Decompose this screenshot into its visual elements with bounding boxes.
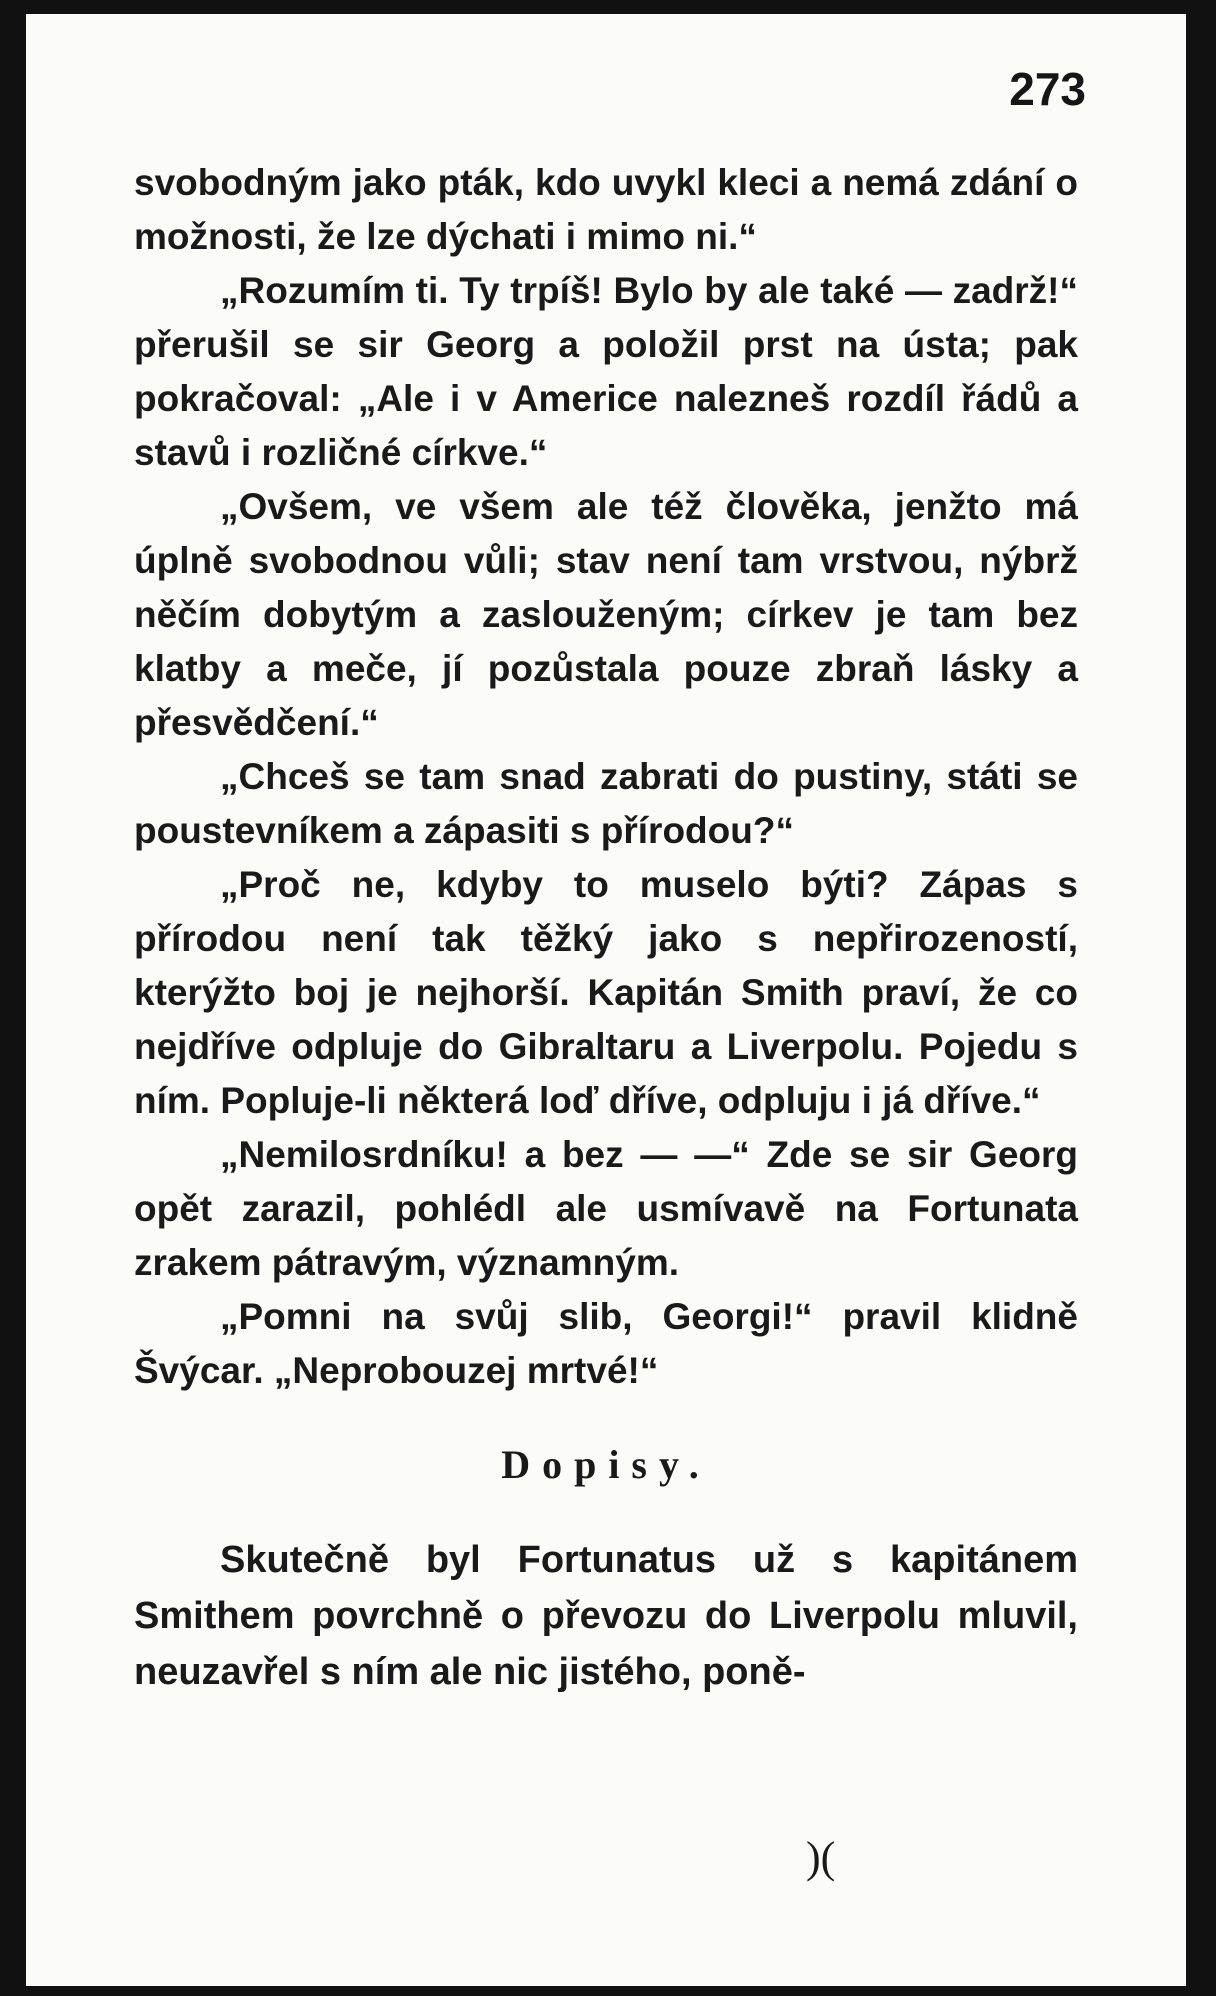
paragraph: „Proč ne, kdyby to muselo býti? Zápas s přírodou není tak těžký jako s nepřirozeností, kterýžto boj je nejhorší. Kapitán Smith praví, že co nejdříve odpluje do Gibraltaru a Liverpolu. Pojedu s ním. Popluje-li některá loď dříve, odpluju i já dříve.“ (134, 864, 1078, 1121)
paragraph: „Chceš se tam snad zabrati do pustiny, státi se poustevníkem a zápasiti s přírodou?“ (134, 756, 1078, 851)
paragraph: svobodným jako pták, kdo uvykl kleci a nemá zdání o možnosti, že lze dýchati i mimo ni.“ (134, 162, 1078, 257)
paragraph: „Ovšem, ve všem ale též člověka, jenžto má úplně svobodnou vůli; stav není tam vrstvou, nýbrž něčím dobytým a zaslouženým; církev je tam bez klatby a meče, jí pozůstala pouze zbraň lásky a přesvědčení.“ (134, 486, 1078, 743)
paragraph: „Nemilosrdníku! a bez — —“ Zde se sir Georg opět zarazil, pohlédl ale usmívavě na Fortunata zrakem pátravým, významným. (134, 1134, 1078, 1283)
paragraph: „Rozumím ti. Ty trpíš! Bylo by ale také — zadrž!“ přerušil se sir Georg a položil prst na ústa; pak pokračoval: „Ale i v Americe nalezneš rozdíl řádů a stavů i rozličné církve.“ (134, 270, 1078, 473)
page-number: 273 (1009, 63, 1086, 115)
printer-ornament: )( (806, 1833, 836, 1882)
section-heading: Dopisy. (501, 1442, 711, 1487)
book-page (26, 14, 1186, 1986)
page-text (134, 156, 1078, 1700)
paragraph: „Pomni na svůj slib, Georgi!“ pravil klidně Švýcar. „Neprobouzej mrtvé!“ (134, 1296, 1078, 1391)
paragraph: Skutečně byl Fortunatus už s kapitánem Smithem povrchně o převozu do Liverpolu mluvil, neuzavřel s ním ale nic jistého, poně- (134, 1539, 1078, 1693)
